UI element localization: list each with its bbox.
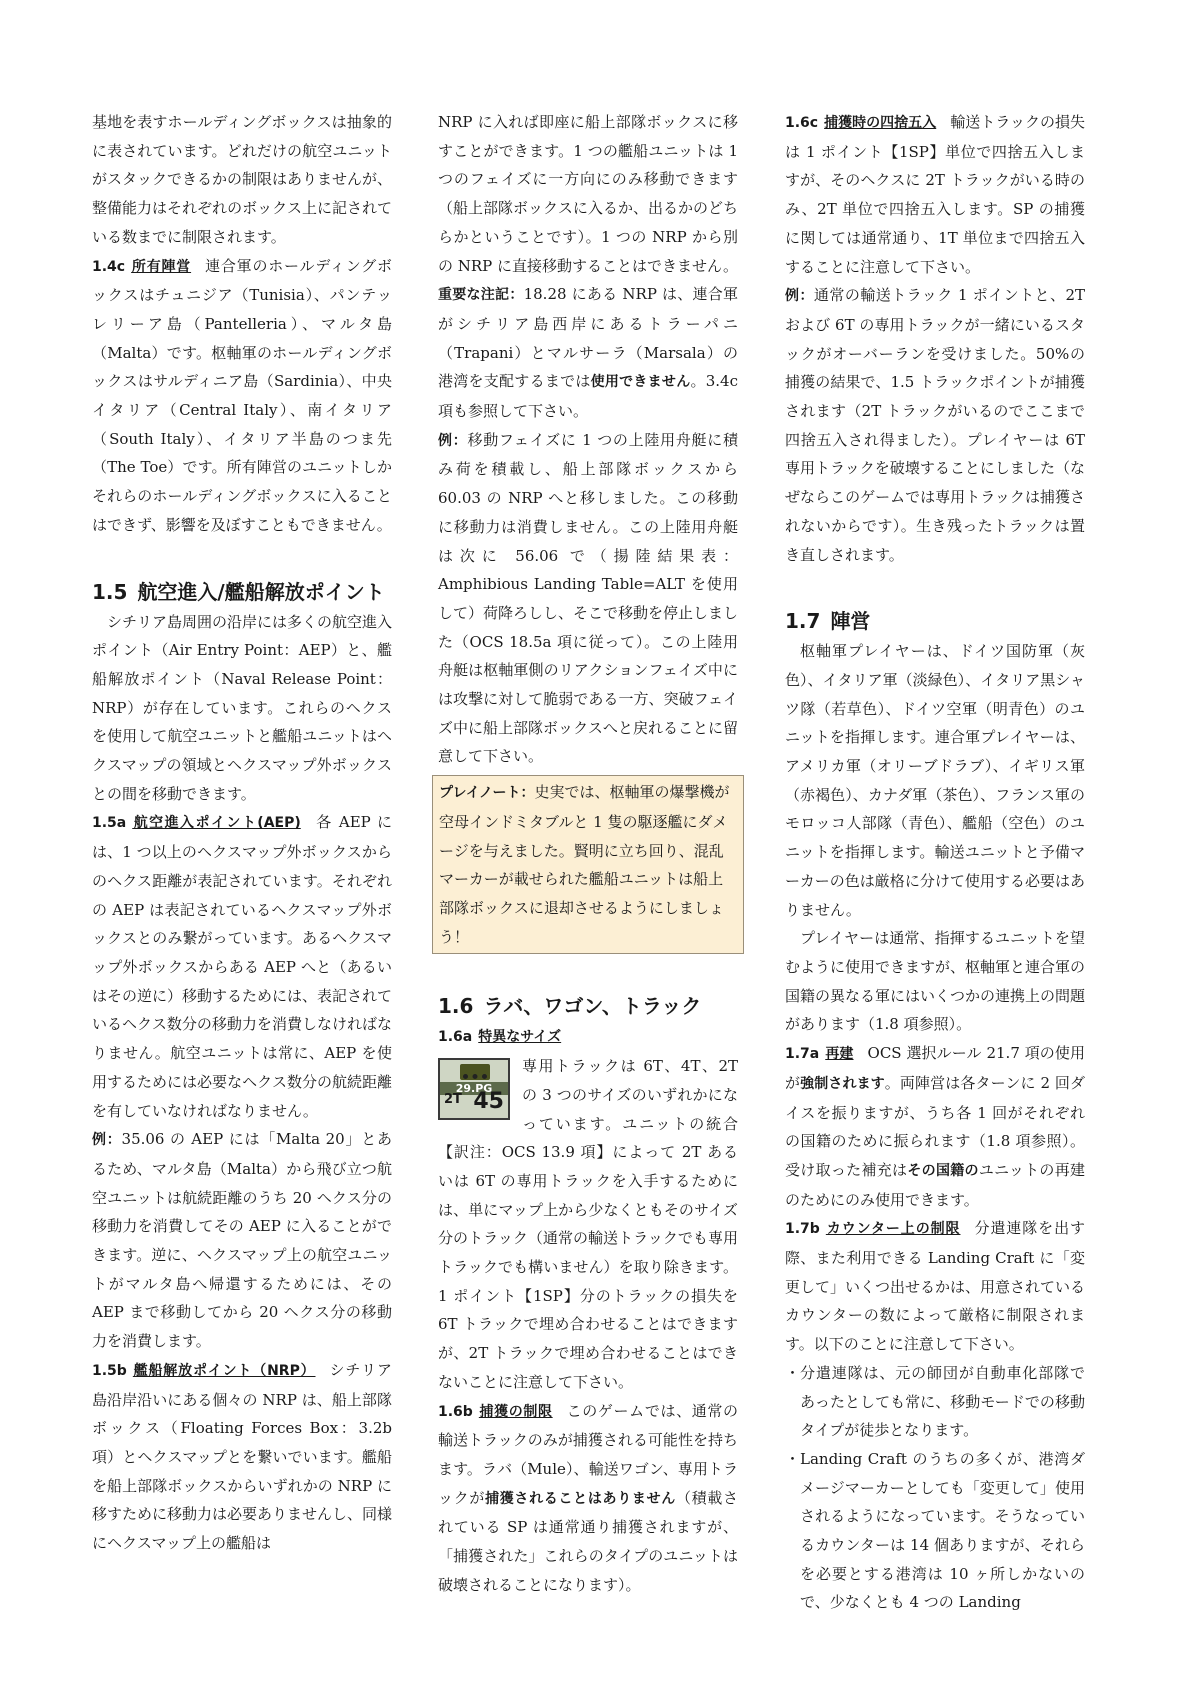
rule-title: 艦船解放ポイント（NRP）	[132, 1362, 316, 1379]
rule-emphasis: 捕獲されることはありません	[485, 1490, 676, 1507]
rule-1-6c	[785, 108, 1085, 281]
bullet-item	[785, 1359, 1085, 1445]
example-text: 通常の輸送トラック 1 ポイントと、2T および 6T の専用トラックが一緒にいるスタックがオーバーランを受けました。50%の捕獲の結果で、1.5 トラックポイントが捕獲されます（2T トラックがいるのでここまで四捨五入され得ました）。プレイヤーは 6T 専用トラックを破壊することにしました（なぜならこのゲームでは専用トラックは捕獲されないからです）。生き残ったトラックは置き直しされます。	[785, 286, 1085, 564]
rule-number: 1.6c	[785, 115, 819, 131]
counter-size: 2T	[444, 1092, 462, 1108]
important-note-label: 重要な注記：	[438, 287, 524, 304]
play-note-text: 史実では、枢軸軍の爆撃機が空母インドミタブルと 1 隻の駆逐艦にダメージを与えました。賢明に立ち回り、混乱マーカーが載せられた艦船ユニットは船上部隊ボックスに退却させるようにしましょう！	[439, 783, 730, 946]
important-note	[438, 280, 738, 426]
rule-1-7b	[785, 1214, 1085, 1359]
rule-number: 1.5a	[92, 815, 127, 832]
rule-number: 1.4c	[92, 258, 126, 275]
truck-counter	[438, 1058, 510, 1120]
rule-text-cont: 。両陣営は各ターンに 2 回ダイスを振りますが、うち各 1 回がそれぞれの国籍のために振られます（1.8 項参照）。受け取った補充は	[785, 1073, 1086, 1179]
bullet-text: 分遣連隊は、元の師団が自動車化部隊であったとしても常に、移動モードでの移動タイプが徒歩となります。	[800, 1363, 1085, 1440]
rule-1-6a	[438, 1022, 738, 1052]
truck-icon	[460, 1064, 490, 1080]
section-1-7-paragraph-2: プレイヤーは通常、指揮するユニットを望むように使用できますが、枢軸軍と連合軍の国籍の異なる軍にはいくつかの連携上の問題があります（1.8 項参照）。	[785, 929, 1086, 1034]
section-heading-1-6	[438, 990, 738, 1022]
example-label: 例：	[92, 1132, 122, 1149]
rule-1-7a	[785, 1039, 1085, 1214]
rule-title: 所有陣営	[131, 258, 192, 275]
rule-number: 1.6b	[438, 1403, 473, 1420]
column-2	[438, 108, 738, 1599]
rule-text: OCS 選択ルール 21.7 項の使用が	[785, 1044, 1085, 1092]
example-text: 移動フェイズに 1 つの上陸用舟艇に積み荷を積載し、船上部隊ボックスから 60.03 の NRP へと移しました。この移動に移動力は消費しません。この上陸用舟艇は次に 56.06 で（揚陸結果表：Amphibious Landing Table=ALT を使用して）荷降ろしし、そこで移動を停止しました（OCS 18.5a 項に従って）。この上陸用舟艇は枢軸軍側のリアクションフェイズ中には攻撃に対して脆弱である一方、突破フェイズ中に船上部隊ボックスへと戻れることに留意して下さい。	[438, 430, 739, 766]
rule-number: 1.5b	[92, 1362, 127, 1379]
spacer	[92, 540, 392, 570]
rule-number: 1.7a	[785, 1046, 820, 1063]
rule-title: 航空進入ポイント(AEP)	[132, 815, 301, 832]
rule-text: 分遣連隊を出す際、また利用できる Landing Craft に「変更して」いくつ出せるかは、用意されているカウンターの数によって厳格に制限されます。以下のことに注意して下さい。	[785, 1219, 1086, 1354]
rule-emphasis-2: その国籍の	[907, 1162, 979, 1179]
section-heading-1-5	[92, 576, 392, 608]
example-paragraph	[785, 281, 1085, 569]
rule-text: シチリア島沿岸沿いにある個々の NRP は、船上部隊ボックス（Floating Forces Box：3.2b 項）とヘクスマップとを繋いでいます。艦船を船上部隊ボックスからいずれかの NRP に移すために移動力は必要ありませんし、同様にヘクスマップ上の艦船は	[92, 1360, 393, 1553]
rule-title: 捕獲の制限	[478, 1403, 553, 1420]
rule-text: 連合軍のホールディングボックスはチュニジア（Tunisia）、パンテッレリーア島（Pantelleria）、マルタ島（Malta）です。枢軸軍のホールディングボックスはサルディニア島（Sardinia）、中央イタリア（Central Italy）、南イタリア（South Italy）、イタリア半島のつま先（The Toe）です。所有陣営のユニットしかそれらのホールディングボックスに入ることはできず、影響を及ぼすこともできません。	[92, 256, 393, 534]
rule-number: 1.6a	[438, 1029, 473, 1046]
continued-paragraph: NRP に入れば即座に船上部隊ボックスに移すことができます。1 つの艦船ユニットは 1 つのフェイズに一方向にのみ移動できます（船上部隊ボックスに入るか、出るかのどちらかということです）。1 つの NRP から別の NRP に直接移動することはできません。	[438, 113, 738, 275]
rule-1-5a	[92, 808, 392, 1125]
example-paragraph	[438, 426, 738, 771]
section-heading-1-7	[785, 605, 1085, 637]
truck-counter-image	[438, 1058, 514, 1124]
play-note-box	[432, 775, 744, 954]
rule-emphasis: 強制されます	[800, 1075, 885, 1092]
rule-text: 専用トラックは 6T、4T、2T の 3 つのサイズのいずれかになっています。ユニットの統合【訳注：OCS 13.9 項】によって 2T あるいは 6T の専用トラックを入手するためには、単にマップ上から少なくともそのサイズ分のトラック（通常の輸送トラックでも専用トラックでも構いません）を取り除きます。1 ポイント【1SP】分のトラックの損失を 6T トラックで埋め合わせることはできますが、2T トラックで埋め合わせることはできないことに注意して下さい。	[438, 1057, 738, 1391]
bullet-mark: ・	[785, 1449, 801, 1468]
column-1	[92, 108, 392, 1558]
bullet-item	[785, 1445, 1085, 1617]
rule-title: 再建	[825, 1046, 854, 1063]
rule-1-4c	[92, 252, 392, 540]
section-number: 1.5	[92, 579, 128, 604]
section-number: 1.7	[785, 609, 821, 634]
rule-text: 輸送トラックの損失は 1 ポイント【1SP】単位で四捨五入しますが、そのヘクスに 2T トラックがいる時のみ、2T 単位で四捨五入します。SP の捕獲に関しては通常通り、1T 単位まで四捨五入することに注意して下さい。	[785, 113, 1086, 276]
play-note-label: プレイノート：	[439, 785, 535, 802]
section-title: 陣営	[830, 609, 871, 634]
example-text: 35.06 の AEP には「Malta 20」とあるため、マルタ島（Malta）から飛び立つ航空ユニットは航続距離のうち 20 ヘクス分の移動力を消費してその AEP に入ることができます。逆に、ヘクスマップ上の航空ユニットがマルタ島へ帰還するためには、その AEP まで移動してから 20 ヘクス分の移動力を消費します。	[92, 1130, 392, 1351]
column-3	[785, 108, 1085, 1617]
counter-unit-id: 29.PG	[440, 1082, 508, 1095]
intro-paragraph: 基地を表すホールディングボックスは抽象的に表されています。どれだけの航空ユニットがスタックできるかの制限はありませんが、整備能力はそれぞれのボックス上に記されている数までに制限されます。	[92, 113, 393, 246]
section-title: ラバ、ワゴン、トラック	[483, 994, 702, 1019]
rule-number: 1.7b	[785, 1221, 820, 1238]
bullet-mark: ・	[785, 1363, 801, 1382]
example-label: 例：	[785, 288, 814, 305]
example-paragraph	[92, 1125, 392, 1356]
section-title: 航空進入/艦船解放ポイント	[137, 579, 385, 604]
section-number: 1.6	[438, 994, 474, 1019]
important-note-text: 18.28 にある NRP は、連合軍がシチリア島西岸にあるトラーパニ（Trapani）とマルサーラ（Marsala）の港湾を支配するまでは	[438, 285, 738, 391]
rule-text-end: （積載されている SP は通常通り捕獲されますが、「捕獲された」これらのタイプのユニットは破壊されることになります）。	[438, 1488, 738, 1594]
section-1-5-paragraph: シチリア島周囲の沿岸には多くの航空進入ポイント（Air Entry Point：AEP）と、艦船解放ポイント（Naval Release Point：NRP）が存在しています。これらのヘクスを使用して航空ユニットと艦船ユニットはヘクスマップの領域とヘクスマップ外ボックスとの間を移動できます。	[92, 612, 393, 803]
rule-title: 特異なサイズ	[478, 1029, 562, 1046]
rule-1-6a-body	[438, 1052, 738, 1396]
rule-title: カウンター上の制限	[825, 1221, 961, 1238]
rule-text-end: ユニットの再建のためにのみ使用できます。	[785, 1160, 1085, 1209]
important-note-emphasis: 使用できません	[590, 374, 691, 391]
section-1-7-paragraph-1: 枢軸軍プレイヤーは、ドイツ国防軍（灰色）、イタリア軍（淡緑色）、イタリア黒シャツ隊（若草色）、ドイツ空軍（明青色）のユニットを指揮します。連合軍プレイヤーは、アメリカ軍（オリーブドラブ）、イギリス軍（赤褐色）、カナダ軍（茶色）、フランス軍のモロッコ人部隊（青色）、艦船（空色）のユニットを指揮します。輸送ユニットと予備マーカーの色は厳格に分けて使用する必要はありません。	[785, 642, 1085, 919]
spacer	[438, 954, 738, 984]
counter-value: 45	[473, 1089, 504, 1115]
rule-text: 各 AEP には、1 つ以上のヘクスマップ外ボックスからのヘクス距離が表記されています。それぞれの AEP は表記されているヘクスマップ外ボックスとのみ繋がっています。あるヘクスマップ外ボックスからある AEP へと（あるいはその逆に）移動するためには、表記されているヘクス数分の移動力を消費しなければなりません。航空ユニットは常に、AEP を使用するためには必要なヘクス数分の航続距離を有していなければなりません。	[92, 813, 393, 1120]
rule-title: 捕獲時の四捨五入	[824, 115, 937, 131]
rule-1-5b	[92, 1356, 392, 1558]
spacer	[785, 569, 1085, 599]
bullet-text: Landing Craft のうちの多くが、港湾ダメージマーカーとしても「変更して」使用されるようになっています。そうなっているカウンターは 14 個ありますが、それらを必要とする港湾は 10 ヶ所しかないので、少なくとも 4 つの Landing	[800, 1449, 1085, 1612]
important-note-text-end: 。3.4c 項も参照して下さい。	[438, 372, 738, 421]
rule-text: このゲームでは、通常の輸送トラックのみが捕獲される可能性を持ちます。ラバ（Mule）、輸送ワゴン、専用トラックが	[438, 1401, 738, 1507]
rule-1-6b	[438, 1397, 738, 1600]
example-label: 例：	[438, 432, 468, 449]
